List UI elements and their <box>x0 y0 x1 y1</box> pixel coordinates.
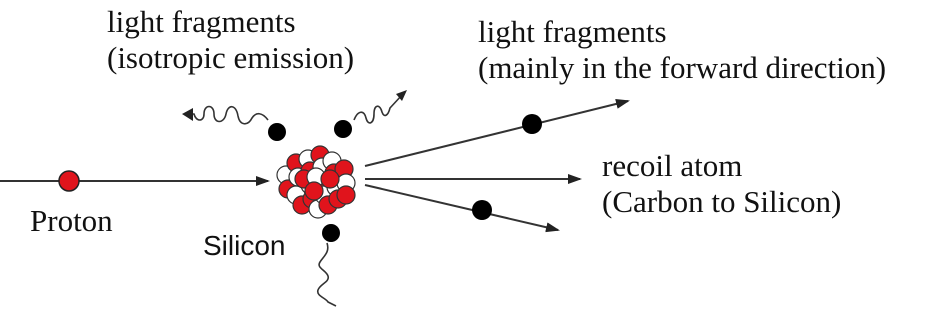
wavy-trail-top <box>354 95 402 123</box>
isotropic-label-line-1: light fragments <box>107 4 296 39</box>
forward-fragment-upper-track <box>365 101 628 166</box>
nucleon-proton <box>337 186 355 204</box>
recoil-atom-label <box>602 148 841 220</box>
silicon-nucleus <box>277 146 355 218</box>
wavy-trail-left-head <box>182 108 193 121</box>
nucleon-proton <box>305 182 323 200</box>
wavy-trail-left <box>186 107 268 124</box>
isotropic-label-line-2: (isotropic emission) <box>107 40 355 75</box>
recoil-label-line-1: recoil atom <box>602 148 743 183</box>
isotropic-fragment-top <box>334 120 352 138</box>
wavy-trail-bottom <box>318 243 336 306</box>
nucleon-proton <box>321 170 339 188</box>
forward-fragment-lower-track <box>365 185 558 230</box>
proton-particle <box>59 171 79 191</box>
isotropic-fragment-bottom <box>322 224 340 242</box>
silicon-label: Silicon <box>203 230 286 261</box>
forward-fragment-lower <box>472 200 492 220</box>
isotropic-fragment-left <box>268 123 286 141</box>
forward-fragment-upper <box>522 114 542 134</box>
recoil-label-line-2: (Carbon to Silicon) <box>602 184 842 219</box>
forward-label-line-2: (mainly in the forward direction) <box>478 50 887 85</box>
proton-label: Proton <box>30 203 113 238</box>
forward-label-line-1: light fragments <box>478 14 667 49</box>
forward-fragments-label <box>478 14 886 86</box>
isotropic-fragments-label <box>107 4 354 76</box>
